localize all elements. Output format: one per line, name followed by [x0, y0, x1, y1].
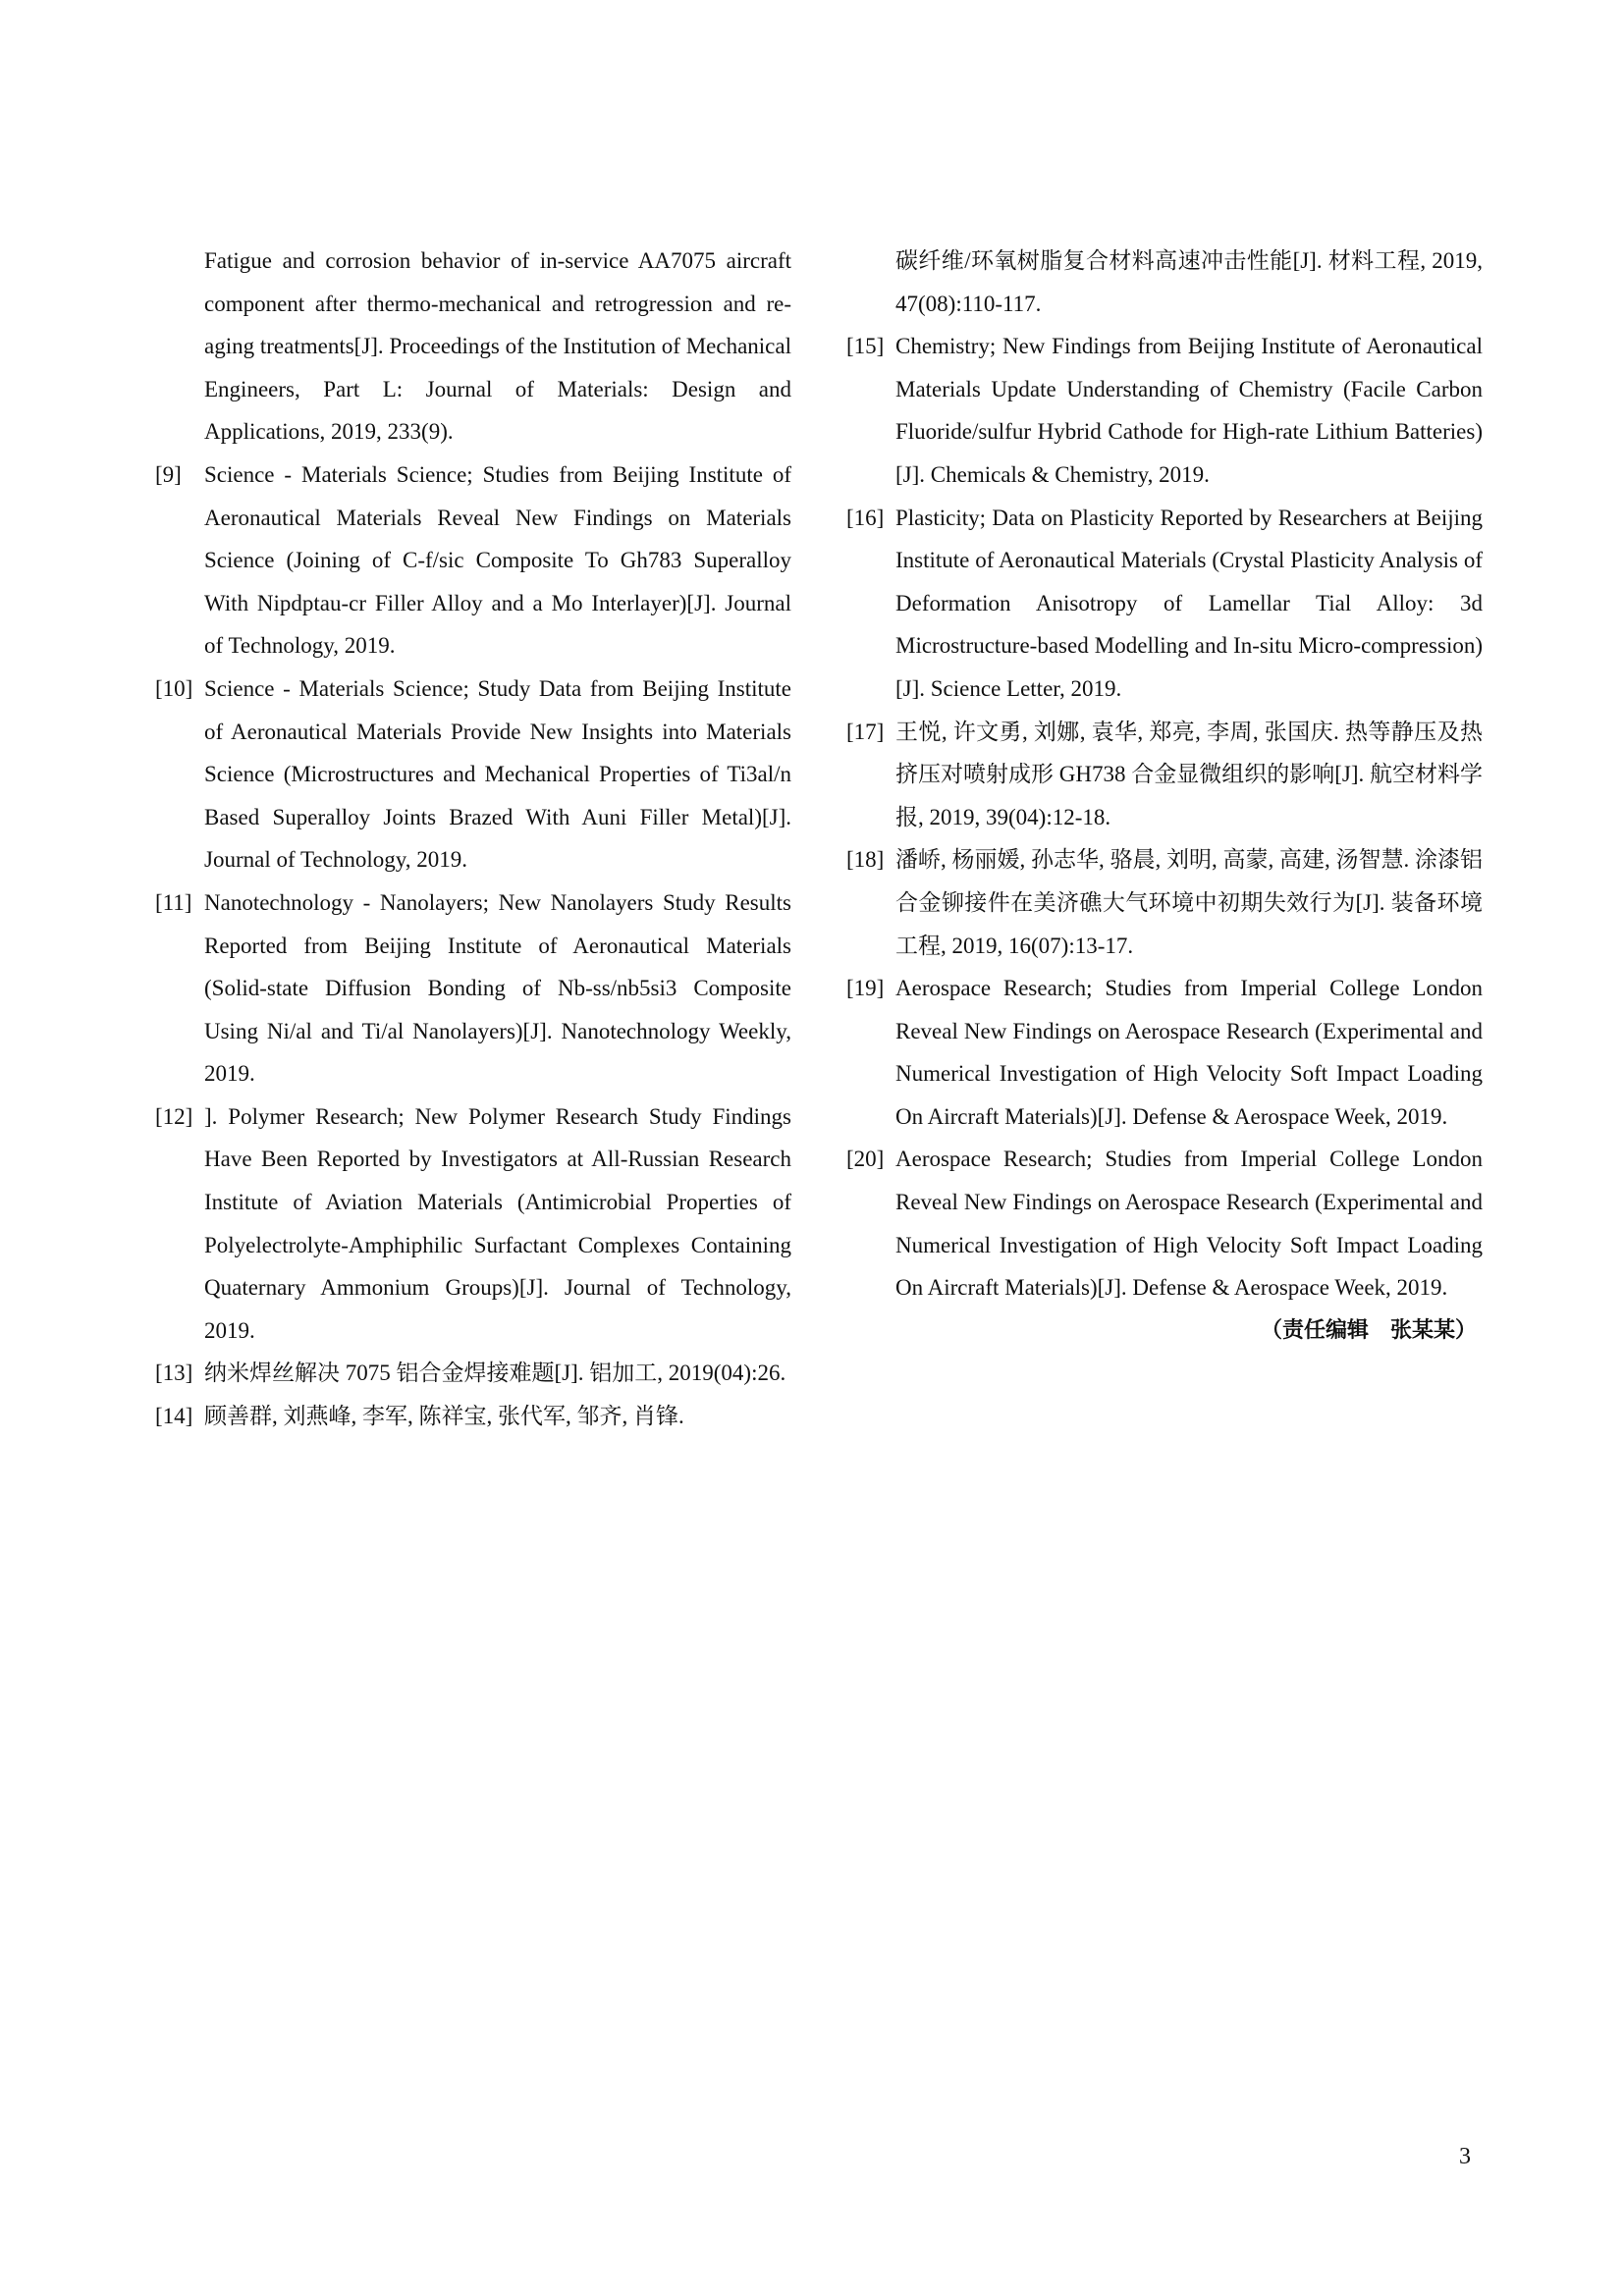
- reference-text: 王悦, 许文勇, 刘娜, 袁华, 郑亮, 李周, 张国庆. 热等静压及热挤压对喷射成形 GH738 合金显微组织的影响[J]. 航空材料学报, 2019, 39(04):12-18.: [895, 719, 1483, 829]
- reference-item: [846, 497, 1483, 711]
- reference-text: 纳米焊丝解决 7075 铝合金焊接难题[J]. 铝加工, 2019(04):26.: [204, 1361, 786, 1386]
- reference-number: [11]: [155, 889, 192, 915]
- reference-item: [155, 1095, 791, 1353]
- reference-text: Science - Materials Science; Study Data from Beijing Institute of Aeronautical Materials Provide New Insights into Materials Science (Microstructures and Mechanical Properties of Ti3al/n Based Superalloy Joints Brazed With Auni Filler Metal)[J]. Journal of Technology, 2019.: [204, 675, 791, 873]
- right-column: [846, 240, 1483, 1352]
- reference-number: [16]: [846, 505, 885, 530]
- reference-text: Fatigue and corrosion behavior of in-service AA7075 aircraft component after thermo-mechanical and retrogression and re-aging treatments[J]. Proceedings of the Institution of Mechanical Engineers, Part L: Journal of Materials: Design and Applications, 2019, 233(9).: [204, 248, 791, 445]
- reference-item: [155, 454, 791, 667]
- reference-number: [14]: [155, 1404, 193, 1429]
- reference-number: [12]: [155, 1103, 193, 1129]
- reference-text: Aerospace Research; Studies from Imperial College London Reveal New Findings on Aerospace Research (Experimental and Numerical Investigation of High Velocity Soft Impact Loading On Aircraft Materials)[J]. Defense & Aerospace Week, 2019.: [895, 1147, 1483, 1301]
- reference-text: Science - Materials Science; Studies from Beijing Institute of Aeronautical Materials Reveal New Findings on Materials Science (Joining of C-f/sic Composite To Gh783 Superalloy With Nipdptau-cr Filler Alloy and a Mo Interlayer)[J]. Journal of Technology, 2019.: [204, 461, 791, 659]
- reference-item: [846, 240, 1483, 325]
- reference-text: Plasticity; Data on Plasticity Reported by Researchers at Beijing Institute of Aeronautical Materials (Crystal Plasticity Analysis of Deformation Anisotropy of Lamellar Tial Alloy: 3d Microstructure-based Modelling and In-situ Micro-compression)[J]. Science Letter, 2019.: [895, 505, 1483, 701]
- reference-text: Chemistry; New Findings from Beijing Institute of Aeronautical Materials Update Understanding of Chemistry (Facile Carbon Fluoride/sulfur Hybrid Cathode for High-rate Lithium Batteries)[J]. Chemicals & Chemistry, 2019.: [895, 334, 1483, 487]
- page-number: 3: [1459, 2144, 1471, 2169]
- reference-item: [846, 838, 1483, 967]
- reference-item: [155, 1352, 791, 1395]
- reference-number: [13]: [155, 1361, 193, 1386]
- responsible-editor-note: （责任编辑 张某某）: [1260, 1317, 1477, 1343]
- reference-number: [19]: [846, 976, 885, 1001]
- reference-number: [18]: [846, 847, 885, 873]
- reference-number: [17]: [846, 719, 885, 744]
- reference-number: [20]: [846, 1147, 885, 1172]
- reference-item: [846, 1138, 1483, 1308]
- reference-number: [9]: [155, 461, 182, 487]
- reference-text: 潘峤, 杨丽媛, 孙志华, 骆晨, 刘明, 高蒙, 高建, 汤智慧. 涂漆铝合金铆接件在美济礁大气环境中初期失效行为[J]. 装备环境工程, 2019, 16(07):13-17.: [895, 847, 1483, 958]
- reference-text: ]. Polymer Research; New Polymer Research Study Findings Have Been Reported by Investigators at All-Russian Research Institute of Aviation Materials (Antimicrobial Properties of Polyelectrolyte-Amphiphilic Surfactant Complexes Containing Quaternary Ammonium Groups)[J]. Journal of Technology, 2019.: [204, 1103, 791, 1343]
- reference-item: [846, 711, 1483, 839]
- reference-text: Nanotechnology - Nanolayers; New Nanolayers Study Results Reported from Beijing Institute of Aeronautical Materials (Solid-state Diffusion Bonding of Nb-ss/nb5si3 Composite Using Ni/al and Ti/al Nanolayers)[J]. Nanotechnology Weekly, 2019.: [204, 889, 791, 1087]
- reference-text: 碳纤维/环氧树脂复合材料高速冲击性能[J]. 材料工程, 2019, 47(08):110-117.: [895, 248, 1483, 316]
- reference-item: [846, 967, 1483, 1138]
- left-column: [155, 240, 791, 1438]
- reference-number: [15]: [846, 334, 885, 359]
- reference-text: 顾善群, 刘燕峰, 李军, 陈祥宝, 张代军, 邹齐, 肖锋.: [204, 1404, 684, 1429]
- reference-item: [846, 325, 1483, 496]
- reference-number: [10]: [155, 675, 193, 701]
- reference-text: Aerospace Research; Studies from Imperial College London Reveal New Findings on Aerospace Research (Experimental and Numerical Investigation of High Velocity Soft Impact Loading On Aircraft Materials)[J]. Defense & Aerospace Week, 2019.: [895, 976, 1483, 1129]
- reference-item: [155, 1395, 791, 1438]
- reference-item: [155, 240, 791, 454]
- reference-item: [155, 881, 791, 1095]
- reference-item: [155, 667, 791, 881]
